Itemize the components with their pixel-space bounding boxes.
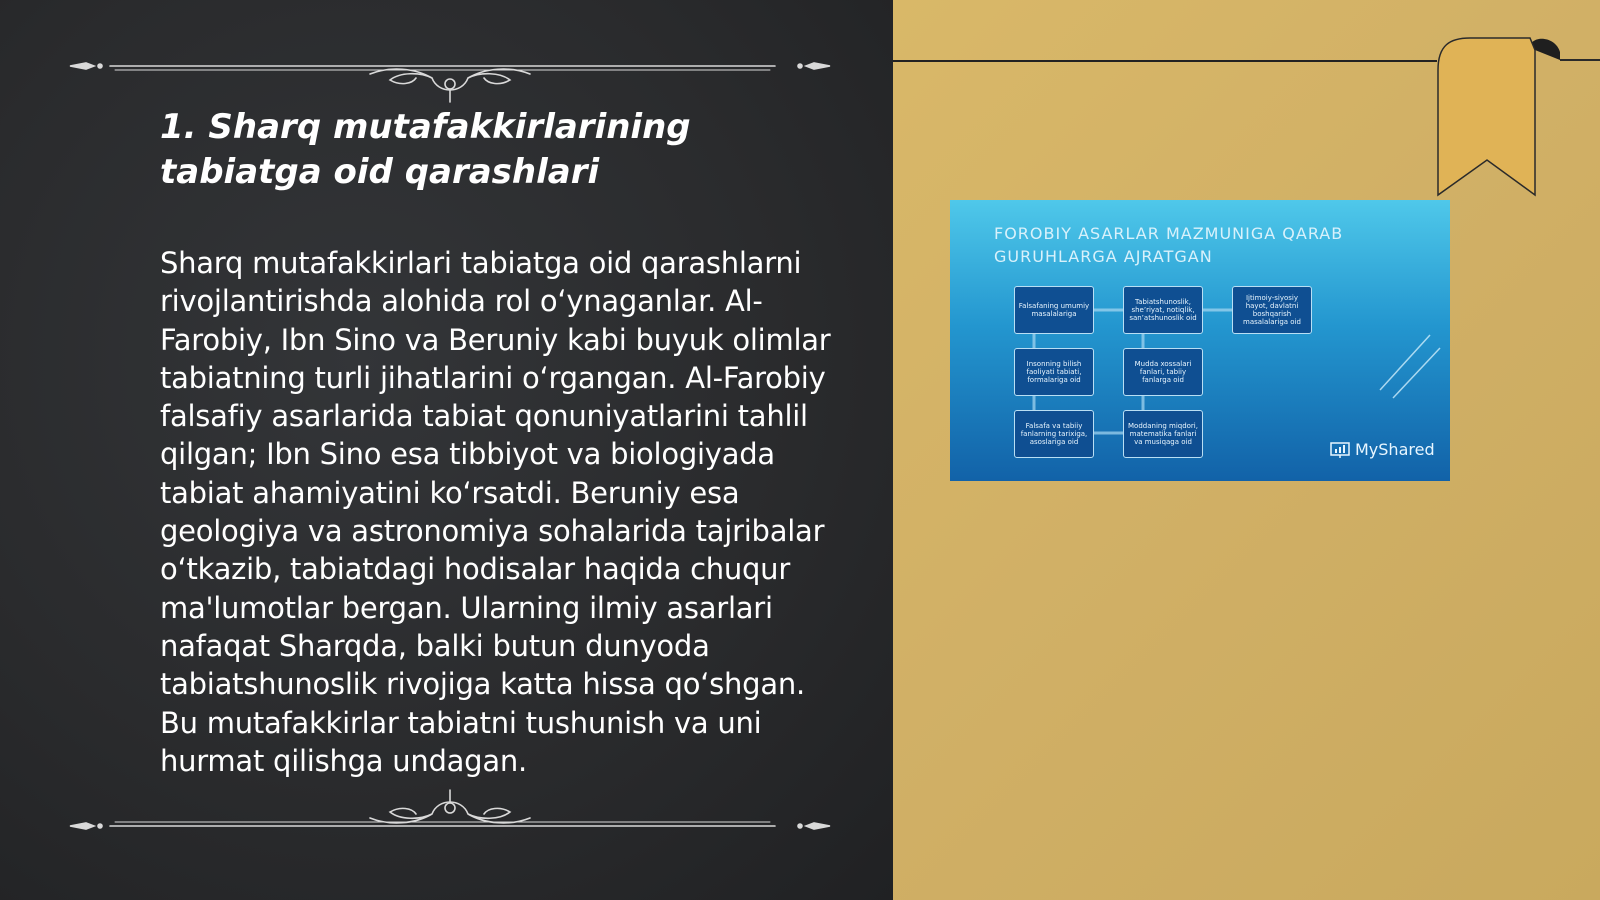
slide-title: 1. Sharq mutafakkirlarining tabiatga oid qarashlari [160, 107, 691, 192]
divider-line [893, 60, 1437, 62]
diagram-box: Tabiatshunoslik, she’riyat, notiqlik, san’atshunoslik oid [1123, 286, 1203, 334]
diagram-box: Ijtimoiy-siyosiy hayot, davlatni boshqarish masalalariga oid [1232, 286, 1312, 334]
bookmark-ribbon-icon [1430, 30, 1600, 205]
diagram-box: Mudda xossalari fanlari, tabiiy fanlarga oid [1123, 348, 1203, 396]
diagram-box: Falsafaning umumiy masalalariga [1014, 286, 1094, 334]
diagram-box: Moddaning miqdori, matematika fanlari va musiqaga oid [1123, 410, 1203, 458]
flourish-ornament-icon [60, 50, 840, 110]
myshared-logo-icon [1330, 441, 1350, 459]
embedded-slide-image [950, 200, 1450, 481]
watermark [1330, 440, 1435, 459]
flourish-ornament-icon [60, 778, 840, 838]
slide-body-text: Sharq mutafakkirlari tabiatga oid qarashlarni rivojlantirishda alohida rol o‘ynaganlar. Al-Farobiy, Ibn Sino va Beruniy kabi buyuk olimlar tabiatning turli jihatlarini o‘rgangan. Al-Farobiy falsafiy asarlarida tabiat qonuniyatlarini tahlil qilgan; Ibn Sino esa tibbiyot va biologiyada tabiat ahamiyatini ko‘rsatdi. Beruniy esa geologiya va astronomiya sohalarida tajribalar o‘tkazib, tabiatdagi hodisalar haqida chuqur ma'lumotlar bergan. Ularning ilmiy asarlari nafaqat Sharqda, balki butun dunyoda tabiatshunoslik rivojiga katta hissa qo‘shgan. Bu mutafakkirlar tabiatni tushunish va uni hurmat qilishga undagan. [160, 246, 831, 778]
diagram-box: Falsafa va tabiiy fanlarning tarixiga, asoslariga oid [1014, 410, 1094, 458]
embedded-image-title: FOROBIY ASARLAR MAZMUNIGA QARAB GURUHLARGA AJRATGAN [994, 224, 1344, 266]
diagram-box: Insonning bilish faoliyati tabiati, formalariga oid [1014, 348, 1094, 396]
watermark-text: MyShared [1355, 440, 1435, 459]
